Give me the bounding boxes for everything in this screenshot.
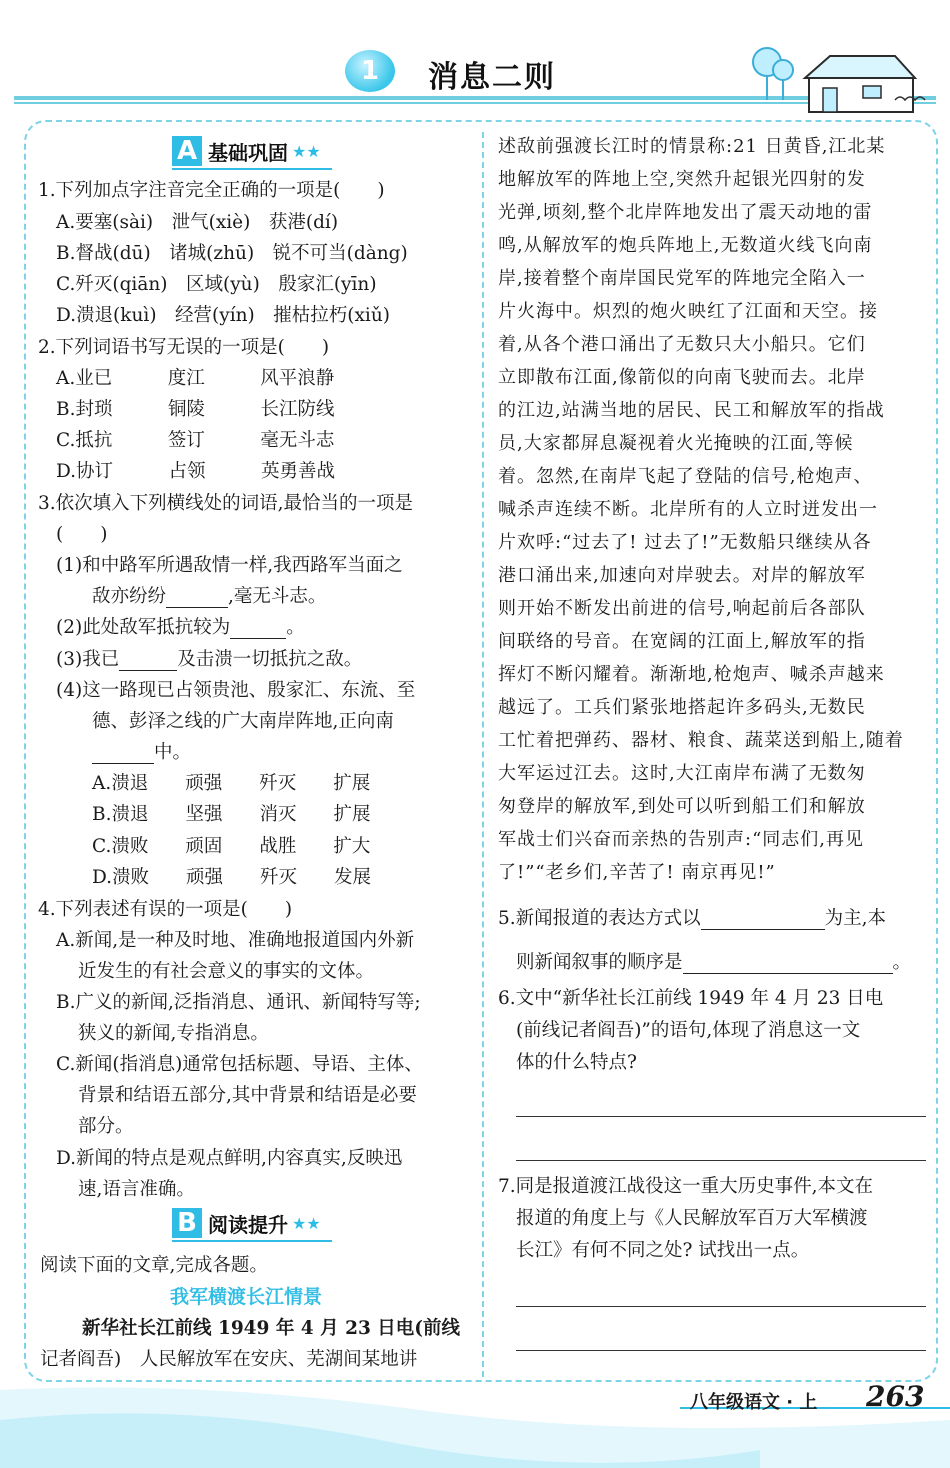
q7-line-2: 报道的角度上与《人民解放军百万大军横渡 bbox=[516, 1208, 868, 1229]
page-number: 263 bbox=[866, 1380, 925, 1413]
reading-instruction: 阅读下面的文章,完成各题。 bbox=[40, 1255, 268, 1276]
article-para-line: 员,大家都屏息凝视着火光掩映的江面,等候 bbox=[498, 433, 854, 454]
house-illustration-icon bbox=[745, 40, 935, 120]
q5-text-d: 。 bbox=[892, 952, 912, 973]
article-para-line: 片欢呼:“过去了! 过去了!”无数船只继续从各 bbox=[498, 532, 872, 553]
q2-option-c: C.抵抗 签订 毫无斗志 bbox=[56, 430, 335, 451]
article-para-line: 越远了。工兵们紧张地搭起许多码头,无数民 bbox=[498, 697, 866, 718]
q6-line-1: 6.文中“新华社长江前线 1949 年 4 月 23 日电 bbox=[498, 988, 884, 1009]
article-dateline: 新华社长江前线 1949 年 4 月 23 日电(前线 bbox=[82, 1318, 461, 1339]
section-b-underline bbox=[172, 1240, 332, 1242]
q4-option-c-cont: 背景和结语五部分,其中背景和结语是必要 bbox=[78, 1085, 417, 1106]
q3-item-3-text: (3)我已 bbox=[56, 649, 120, 670]
q3-option-b: B.溃退 坚强 消灭 扩展 bbox=[92, 804, 371, 825]
q3-item-3-tail: 及击溃一切抵抗之敌。 bbox=[177, 649, 363, 670]
article-para-line: 鸣,从解放军的炮兵阵地上,无数道火线飞向南 bbox=[498, 235, 873, 256]
q6-answer-line-1[interactable] bbox=[516, 1116, 926, 1117]
section-a-badge: A bbox=[172, 136, 202, 166]
article-para-line: 大军运过江去。这时,大江南岸布满了无数匆 bbox=[498, 763, 866, 784]
star-decoration-icon: ★★ bbox=[292, 141, 321, 161]
q4-option-d: D.新闻的特点是观点鲜明,内容真实,反映迅 bbox=[56, 1148, 403, 1169]
q4-option-c-end: 部分。 bbox=[78, 1116, 134, 1137]
q3-item-2-text: (2)此处敌军抵抗较为 bbox=[56, 617, 231, 638]
q5-blank-1[interactable] bbox=[701, 908, 825, 930]
section-a-underline bbox=[172, 168, 332, 170]
q5-line-1 bbox=[498, 904, 886, 930]
q3-item-4-tail: 中。 bbox=[154, 742, 192, 763]
article-line-1: 记者阎吾) 人民解放军在安庆、芜湖间某地讲 bbox=[40, 1349, 418, 1370]
q5-line-2 bbox=[516, 948, 911, 974]
q5-text-a: 5.新闻报道的表达方式以 bbox=[498, 908, 701, 929]
q3-option-c: C.溃败 顽固 战胜 扩大 bbox=[92, 836, 371, 857]
q4-option-a-cont: 近发生的有社会意义的事实的文体。 bbox=[78, 961, 375, 982]
q5-blank-2[interactable] bbox=[683, 952, 893, 974]
q2-stem: 2.下列词语书写无误的一项是( ) bbox=[38, 337, 330, 358]
q3-stem: 3.依次填入下列横线处的词语,最恰当的一项是 bbox=[38, 493, 414, 514]
q7-line-1: 7.同是报道渡江战役这一重大历史事件,本文在 bbox=[498, 1176, 874, 1197]
q2-option-b: B.封琐 铜陵 长江防线 bbox=[56, 399, 335, 420]
article-para-line: 着。忽然,在南岸飞起了登陆的信号,枪炮声、 bbox=[498, 466, 873, 487]
q4-option-b: B.广义的新闻,泛指消息、通讯、新闻特写等; bbox=[56, 992, 421, 1013]
q3-option-d: D.溃败 顽强 歼灭 发展 bbox=[92, 867, 372, 888]
q3-item-3 bbox=[56, 645, 362, 671]
star-decoration-icon: ★★ bbox=[292, 1213, 321, 1233]
article-para-line: 工忙着把弹药、器材、粮食、蔬菜送到船上,随着 bbox=[498, 730, 904, 751]
q4-option-c: C.新闻(指消息)通常包括标题、导语、主体、 bbox=[56, 1054, 423, 1075]
article-para-line: 述敌前强渡长江时的情景称:21 日黄昏,江北某 bbox=[498, 136, 886, 157]
article-para-line: 军战士们兴奋而亲热的告别声:“同志们,再见 bbox=[498, 829, 864, 850]
q6-line-2: (前线记者阎吾)”的语句,体现了消息这一文 bbox=[516, 1020, 861, 1041]
footer-grade: 八年级语文 · 上 bbox=[690, 1392, 818, 1413]
q3-blank-2[interactable] bbox=[230, 617, 286, 639]
article-para-line: 的江边,站满当地的居民、民工和解放军的指战 bbox=[498, 400, 885, 421]
article-para-line: 了!”“老乡们,辛苦了! 南京再见!” bbox=[498, 862, 776, 883]
q3-item-2 bbox=[56, 613, 305, 639]
q4-option-a: A.新闻,是一种及时地、准确地报道国内外新 bbox=[56, 930, 415, 951]
q7-answer-line-2[interactable] bbox=[516, 1350, 926, 1351]
q6-answer-line-2[interactable] bbox=[516, 1160, 926, 1161]
q3-blank-1[interactable] bbox=[166, 586, 228, 608]
article-para-line: 喊杀声连续不断。北岸所有的人立时迸发出一 bbox=[498, 499, 878, 520]
column-divider bbox=[482, 132, 486, 1377]
q2-option-d: D.协订 占领 英勇善战 bbox=[56, 461, 336, 482]
q5-text-c: 则新闻叙事的顺序是 bbox=[516, 952, 683, 973]
q4-option-d-cont: 速,语言准确。 bbox=[78, 1179, 195, 1200]
q1-option-c: C.歼灭(qiān) 区域(yù) 殷家汇(yīn) bbox=[56, 274, 377, 295]
article-para-line: 片火海中。炽烈的炮火映红了江面和天空。接 bbox=[498, 301, 878, 322]
q3-item-1-tail: ,毫无斗志。 bbox=[228, 586, 327, 607]
article-para-line: 着,从各个港口涌出了无数只大小船只。它们 bbox=[498, 334, 866, 355]
section-b-title: 阅读提升 bbox=[208, 1212, 288, 1237]
q3-option-a: A.溃退 顽强 歼灭 扩展 bbox=[92, 773, 371, 794]
q1-option-b: B.督战(dū) 诸城(zhū) 锐不可当(dàng) bbox=[56, 243, 408, 264]
article-para-line: 光弹,顷刻,整个北岸阵地发出了震天动地的雷 bbox=[498, 202, 873, 223]
q3-blank-3[interactable] bbox=[119, 649, 177, 671]
article-para-line: 岸,接着整个南岸国民党军的阵地完全陷入一 bbox=[498, 268, 866, 289]
q3-blank-4[interactable] bbox=[92, 742, 154, 764]
article-title: 我军横渡长江情景 bbox=[170, 1286, 323, 1308]
q3-item-4-cont: 德、彭泽之线的广大南岸阵地,正向南 bbox=[92, 711, 394, 732]
q3-answer-bracket: ( ) bbox=[56, 524, 108, 545]
q1-option-d: D.溃退(kuì) 经营(yín) 摧枯拉朽(xiǔ) bbox=[56, 305, 390, 326]
article-para-line: 间联络的号音。在宽阔的江面上,解放军的指 bbox=[498, 631, 866, 652]
q4-option-b-cont: 狭义的新闻,专指消息。 bbox=[78, 1023, 269, 1044]
q3-item-2-tail: 。 bbox=[286, 617, 305, 638]
q3-item-1-text: 敌亦纷纷 bbox=[92, 586, 167, 607]
q4-stem: 4.下列表述有误的一项是( ) bbox=[38, 899, 293, 920]
q3-item-4-end bbox=[92, 738, 191, 764]
q3-item-1-cont bbox=[92, 582, 326, 608]
section-b-badge: B bbox=[172, 1208, 202, 1238]
q1-option-a: A.要塞(sài) 泄气(xiè) 获港(dí) bbox=[56, 212, 339, 233]
q3-item-4: (4)这一路现已占领贵池、殷家汇、东流、至 bbox=[56, 680, 416, 701]
section-b-heading bbox=[172, 1208, 321, 1238]
article-para-line: 立即散布江面,像箭似的向南飞驶而去。北岸 bbox=[498, 367, 866, 388]
q2-option-a: A.业已 度江 风平浪静 bbox=[56, 368, 335, 389]
lesson-number-badge: 1 bbox=[345, 50, 395, 92]
article-para-line: 匆登岸的解放军,到处可以听到船工们和解放 bbox=[498, 796, 866, 817]
q7-line-3: 长江》有何不同之处? 试找出一点。 bbox=[516, 1240, 810, 1261]
section-a-title: 基础巩固 bbox=[208, 140, 288, 165]
article-para-line: 地解放军的阵地上空,突然升起银光四射的发 bbox=[498, 169, 866, 190]
q7-answer-line-1[interactable] bbox=[516, 1306, 926, 1307]
q3-item-1: (1)和中路军所遇敌情一样,我西路军当面之 bbox=[56, 555, 403, 576]
article-para-line: 则开始不断发出前进的信号,响起前后各部队 bbox=[498, 598, 866, 619]
section-a-heading bbox=[172, 136, 321, 166]
lesson-title: 消息二则 bbox=[428, 60, 556, 95]
article-para-line: 挥灯不断闪耀着。渐渐地,枪炮声、喊杀声越来 bbox=[498, 664, 885, 685]
article-para-line: 港口涌出来,加速向对岸驶去。对岸的解放军 bbox=[498, 565, 866, 586]
q6-line-3: 体的什么特点? bbox=[516, 1052, 637, 1073]
q5-text-b: 为主,本 bbox=[824, 908, 887, 929]
q1-stem: 1.下列加点字注音完全正确的一项是( ) bbox=[38, 180, 385, 201]
